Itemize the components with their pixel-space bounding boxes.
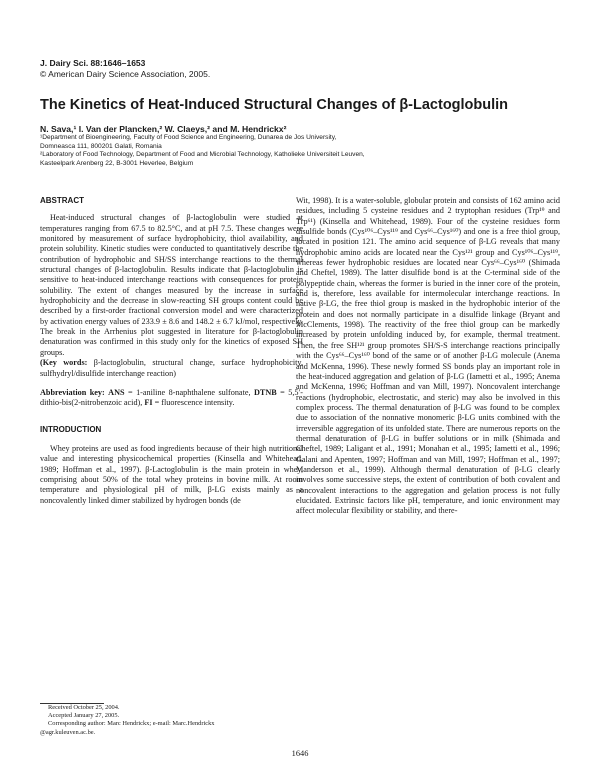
keywords xyxy=(40,358,303,379)
abbr-ans-term: ANS xyxy=(108,387,125,397)
affiliation-line: Kasteelpark Arenberg 22, B-3001 Heverlee, Belgium xyxy=(40,159,194,167)
abbr-dtnb-def: = 5,5′-dithio-bis(2-nitrobenzoic acid), xyxy=(40,387,304,408)
article-title: The Kinetics of Heat-Induced Structural Changes of β-Lactoglobulin xyxy=(40,97,509,113)
footnotes xyxy=(40,704,290,737)
journal-header xyxy=(40,58,210,80)
affiliation-line: ¹Department of Bioengineering, Faculty of Food Science and Engineering, Dunarea de Jos University, xyxy=(40,134,337,141)
page-number: 1646 xyxy=(291,749,309,758)
footnote-corresponding: Corresponding author: Marc Hendrickx; e-mail: Marc.Hendrickx xyxy=(48,720,215,728)
journal-citation: J. Dairy Sci. 88:1646–1653 xyxy=(40,58,146,68)
footnote-received: Received October 25, 2004. xyxy=(48,704,120,711)
body-paragraph: Wit, 1998). It is a water-soluble, globular protein and consists of 162 amino acid residues, including 5 cysteine residues and 2 tryptophan residues (Trp¹⁹ and Trp⁶¹) (Kinsella and Whitehead, 1989). Four of the cysteine residues form disulfide bonds (Cys¹⁰⁶–Cys¹¹⁹ and Cys⁶⁶–Cys¹⁶⁰) and one is a free thiol group, located in position 121. The amino acid sequence of β-LG reveals that many hydrophobic amino acids are located near the Cys¹²¹ group and Cys¹⁰⁶–Cys¹¹⁹, whereas fewer hydrophobic residues are located near Cys⁶⁶–Cys¹⁶⁰ (Shimada and Cheftel, 1989). The latter disulfide bond is at the C-terminal side of the polypeptide chain, whereas the former is buried in the inner core of the protein, and is, therefore, less available for intermolecular interchange reactions. In native β-LG, the free thiol group is masked in the hydrophobic interior of the protein and does not normally participate in a disulfide linkage (Bryant and McClements, 1998). The reactivity of the free thiol group can be markedly increased by protein unfolding induced by, for example, thermal treatment. Then, the free SH¹²¹ group promotes SH/S-S interchange reactions principally with the Cys⁶⁶–Cys¹⁶⁰ bond of the same or of another β-LG molecule (Anema and McKenna, 1996). These newly formed SS bonds play an important role in the heat-induced aggregation and gelation of β-LG (Iametti et al., 1995; Anema and McKenna, 1996; Hoffman and van Mill, 1997). Noncovalent interchange reactions (hydrophobic, electrostatic, and steric) may also be involved in this complex process. The thermal denaturation of β-LG was found to be complex due to association of the nonnative monomeric β-LG units combined with the irreversible aggregation of its unfolded state. There are numerous reports on the thermal denaturation of β-LG in buffer solutions or in milk (Shimada and Cheftel, 1989; Laligant et al., 1991; Monahan et al., 1995; Iametti et al., 1996; Galani and Apenten, 1997; Hoffman and van Mill, 1997; Hoffman et al., 1997; Manderson et al., 1999). Although thermal denaturation of β-LG clearly involves some successive steps, the extent of contribution of both covalent and noncovalent interactions to the aggregation and gelation process is not fully elucidated. Extrinsic factors like pH, temperature, and ionic environment may affect molecular flexibility or stability, and there- xyxy=(296,196,560,516)
right-column xyxy=(296,196,560,517)
affiliations xyxy=(40,134,580,168)
abbreviation-label: Abbreviation key: xyxy=(40,387,105,397)
author-list: N. Sava,¹ I. Van der Plancken,² W. Claeys,² and M. Hendrickx² xyxy=(40,124,287,134)
keywords-text: β-lactoglobulin, structural change, surface hydrophobicity, sulfhydryl/disulfide interchange reaction) xyxy=(40,358,303,378)
footnote-email: @agr.kuleuven.ac.be. xyxy=(40,728,96,736)
abbr-ans-def: = 1-aniline 8-naphthalene sulfonate, xyxy=(124,387,254,397)
footnote-accepted: Accepted January 27, 2005. xyxy=(48,712,120,720)
left-column xyxy=(40,196,303,506)
affiliation-line: ²Laboratory of Food Technology, Department of Food and Microbial Technology, Katholieke Universiteit Leuven, xyxy=(40,151,365,159)
affiliation-line: Domneasca 111, 800201 Galati, Romania xyxy=(40,142,162,150)
abbr-fi-term: FI xyxy=(144,398,153,408)
journal-copyright: © American Dairy Science Association, 2005. xyxy=(40,69,211,79)
abstract-text: Heat-induced structural changes of β-lactoglobulin were studied at temperatures ranging from 67.5 to 82.5°C, and at pH 7.5. These changes were monitored by measurement of surface hydrophobicity, thiol availability, and protein solubility. Kinetic studies were conducted to quantitatively describe the contribution of hydrophobic and SH/SS interchange reactions to the thermal structural changes of β-lactoglobulin. Results indicate that β-lactoglobulin is sensitive to heat-induced interchange reactions with consequences for protein solubility. The extent of changes measured by the increase in surface hydrophobicity and the decrease in slow-reacting SH groups content could be described by a first-order fractional conversion model and were characterized by activation energy values of 233.9 ± 8.6 and 148.2 ± 6.7 kJ/mol, respectively. The break in the Arrhenius plot suggested in literature for β-lactoglobulin denaturation was confirmed in this study only for the kinetics of exposed SH groups. xyxy=(40,213,303,357)
abstract-heading: ABSTRACT xyxy=(40,196,84,205)
introduction-text: Whey proteins are used as food ingredients because of their high nutritional value and interesting physicochemical properties (Kinsella and Whitehead, 1989; Hoffman et al., 1997). β-Lactoglobulin is the main protein in whey, comprising about 50% of the total whey proteins in bovine milk. At room temperature and physiological pH of milk, β-LG exists mainly as a noncovalently linked dimer stabilized by hydrogen bonds (de xyxy=(40,443,303,505)
abbr-dtnb-term: DTNB xyxy=(253,387,277,397)
keywords-label: (Key words: xyxy=(40,358,88,368)
abbreviation-key xyxy=(40,388,303,409)
abbr-fi-def: = fluorescence intensity. xyxy=(152,398,235,408)
introduction-heading: INTRODUCTION xyxy=(40,424,102,434)
